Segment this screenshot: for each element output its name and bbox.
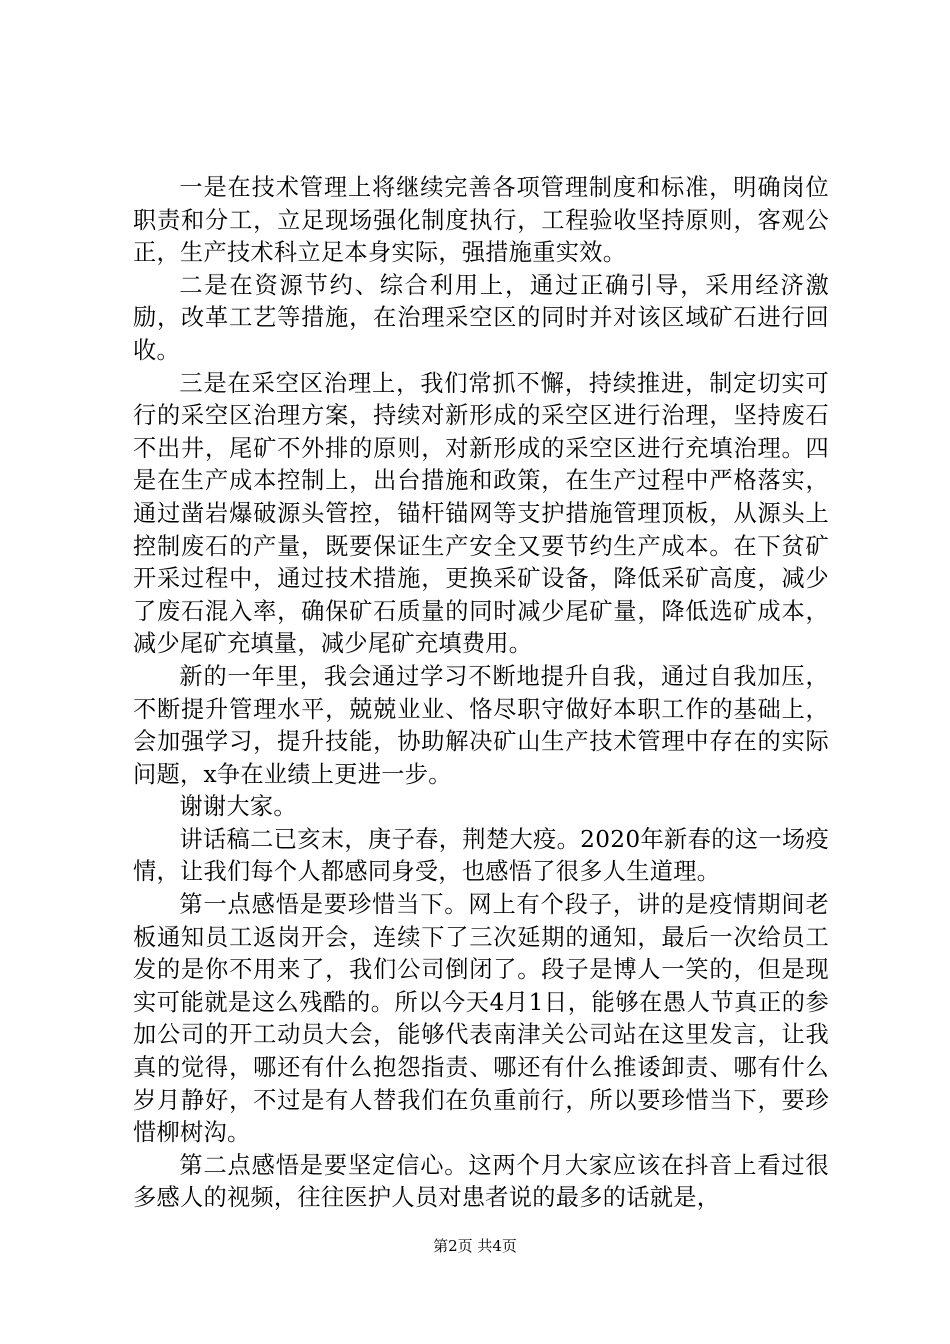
paragraph-new-year: 新的一年里，我会通过学习不断地提升自我，通过自我加压，不断提升管理水平，兢兢业业、恪尽职守做好本职工作的基础上，会加强学习，提升技能，协助解决矿山生产技术管理中存在的实际问题，x争在业绩上更进一步。	[133, 662, 829, 788]
paragraph-technical-management: 一是在技术管理上将继续完善各项管理制度和标准，明确岗位职责和分工，立足现场强化制度执行，工程验收坚持原则，客观公正，生产技术科立足本身实际，强措施重实效。	[133, 174, 829, 267]
page-number-label: 第2页 共4页	[433, 1237, 517, 1255]
paragraph-speech-two-intro: 讲话稿二已亥末，庚子春，荆楚大疫。2020年新春的这一场疫情，让我们每个人都感同身受，也感悟了很多人生道理。	[133, 825, 829, 886]
page-footer	[0, 1236, 950, 1256]
paragraph-thanks: 谢谢大家。	[179, 793, 297, 821]
paragraph-first-insight: 第一点感悟是要珍惜当下。网上有个段子，讲的是疫情期间老板通知员工返岗开会，连续下了三次延期的通知，最后一次给员工发的是你不用来了，我们公司倒闭了。段子是博人一笑的，但是现实可能就是这么残酷的。所以今天4月1日，能够在愚人节真正的参加公司的开工动员大会，能够代表南津关公司站在这里发言，让我真的觉得，哪还有什么抱怨指责、哪还有什么推诿卸责、哪有什么岁月静好，不过是有人替我们在负重前行，所以要珍惜当下，要珍惜柳树沟。	[133, 891, 829, 1147]
paragraph-resource-saving: 二是在资源节约、综合利用上，通过正确引导，采用经济激励，改革工艺等措施，在治理采空区的同时并对该区域矿石进行回收。	[133, 271, 829, 364]
paragraph-second-insight: 第二点感悟是要坚定信心。这两个月大家应该在抖音上看过很多感人的视频，往往医护人员对患者说的最多的话就是，	[133, 1151, 829, 1212]
paragraph-goaf-treatment: 三是在采空区治理上，我们常抓不懈，持续推进，制定切实可行的采空区治理方案，持续对新形成的采空区进行治理，坚持废石不出井，尾矿不外排的原则，对新形成的采空区进行充填治理。四是在生产成本控制上，出台措施和政策，在生产过程中严格落实，通过凿岩爆破源头管控，锚杆锚网等支护措施管理顶板，从源头上控制废石的产量，既要保证生产安全又要节约生产成本。在下贫矿开采过程中，通过技术措施，更换采矿设备，降低采矿高度，减少了废石混入率，确保矿石质量的同时减少尾矿量，降低选矿成本，减少尾矿充填量，减少尾矿充填费用。	[133, 369, 829, 658]
document-body	[133, 172, 829, 1215]
